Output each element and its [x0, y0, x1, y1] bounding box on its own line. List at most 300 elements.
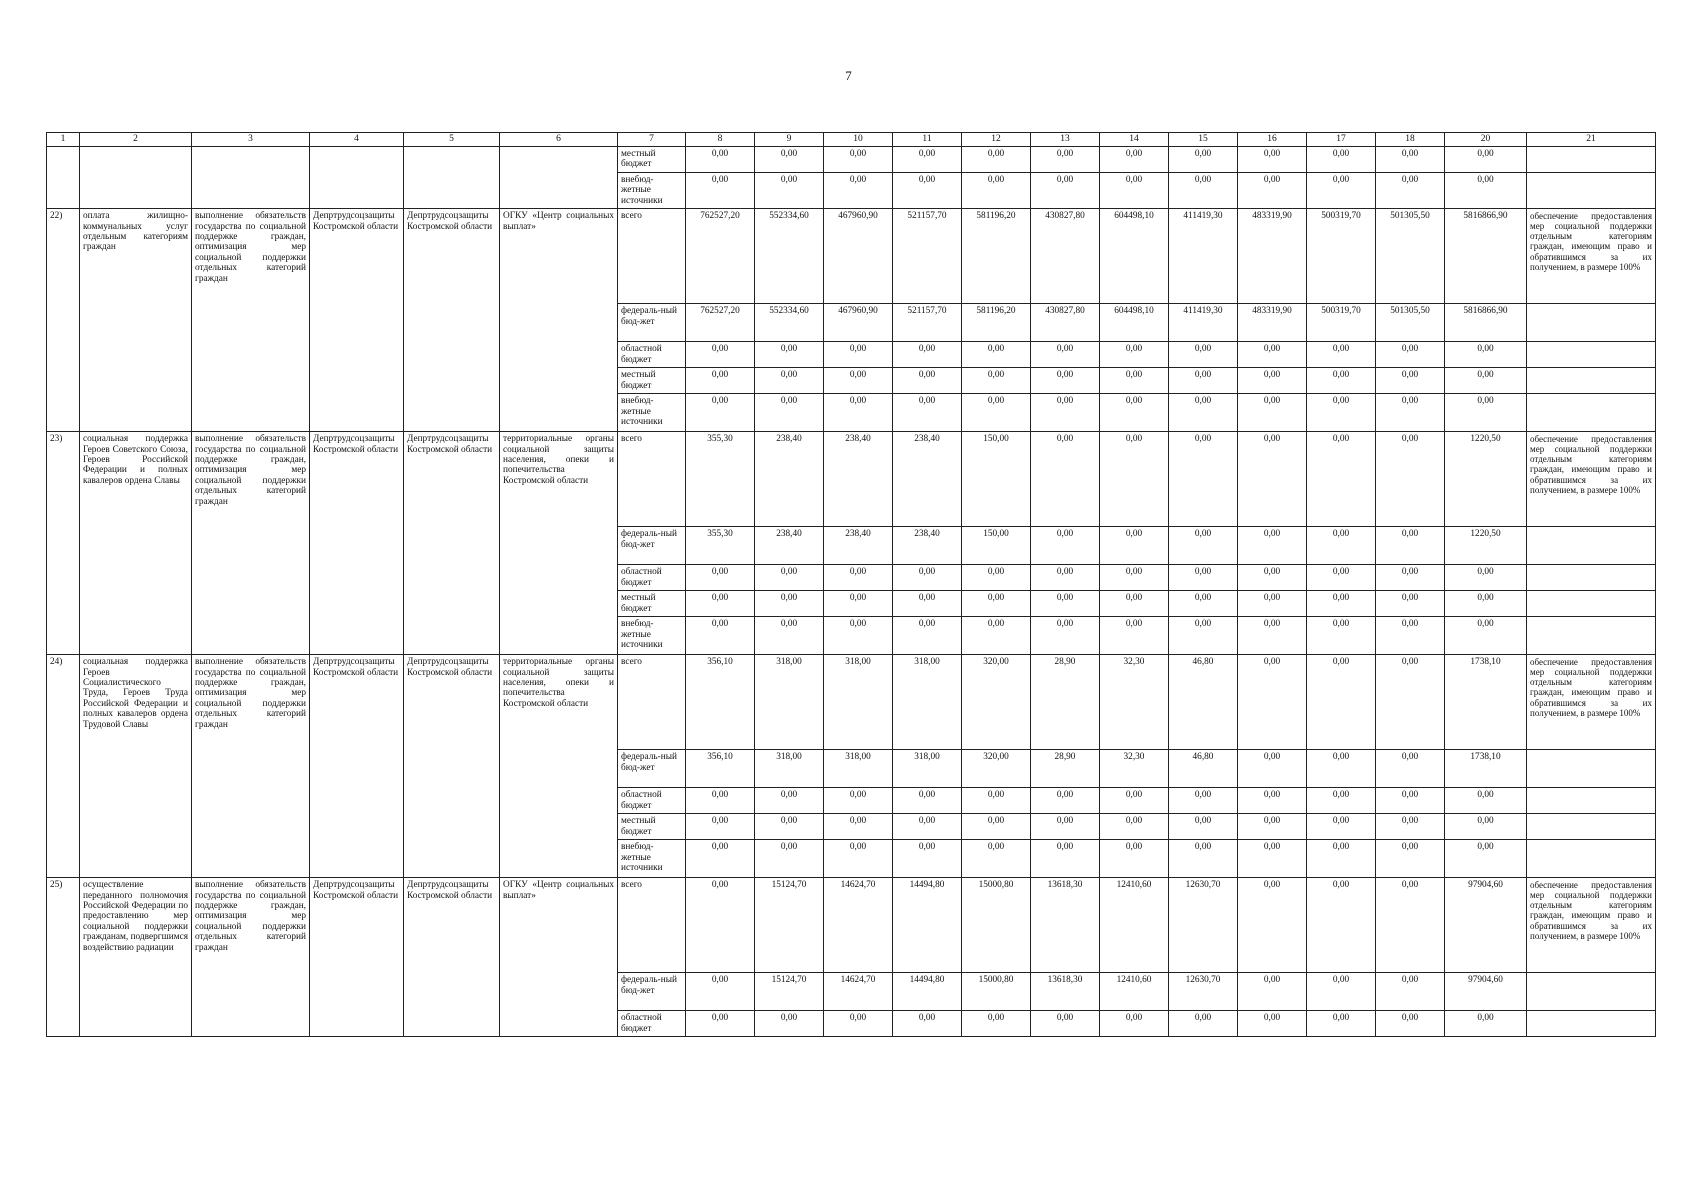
- cell-value: 0,00: [1307, 527, 1376, 565]
- cell-value: 521157,70: [893, 209, 962, 304]
- cell-value: 0,00: [893, 173, 962, 209]
- cell-value: 521157,70: [893, 304, 962, 342]
- cell-value: 0,00: [755, 394, 824, 432]
- cell-result: [1527, 394, 1656, 432]
- cell-funding-type: федераль-ный бюд-жет: [618, 750, 686, 788]
- cell-value: 0,00: [893, 394, 962, 432]
- cell-value: 0,00: [962, 147, 1031, 173]
- cell-value: 0,00: [1169, 788, 1238, 814]
- cell-value: 0,00: [1169, 394, 1238, 432]
- cell-value: 0,00: [1445, 840, 1527, 878]
- column-header: 17: [1307, 133, 1376, 147]
- cell-value: 0,00: [1031, 173, 1100, 209]
- cell-value: 13618,30: [1031, 878, 1100, 973]
- cell-value: 0,00: [686, 814, 755, 840]
- cell-result: [1527, 1011, 1656, 1037]
- cell-value: 15124,70: [755, 878, 824, 973]
- cell-value: 0,00: [962, 814, 1031, 840]
- cell-executor: территориальные органы социальной защиты населения, опеки и попечительства Костромской области: [500, 432, 618, 655]
- cell-result: обеспечение предоставления мер социальной поддержки отдельным категориям граждан, имеющим право и обратившимся за их получением, в размере 100%: [1527, 878, 1656, 973]
- cell-value: 0,00: [1100, 394, 1169, 432]
- cell-result: [1527, 814, 1656, 840]
- cell-value: 0,00: [1376, 788, 1445, 814]
- cell-value: 0,00: [1100, 788, 1169, 814]
- cell-value: 14624,70: [824, 973, 893, 1011]
- cell-funding-type: местный бюджет: [618, 591, 686, 617]
- cell-value: 0,00: [1100, 565, 1169, 591]
- cell-value: 0,00: [1445, 1011, 1527, 1037]
- column-header: 21: [1527, 133, 1656, 147]
- cell-value: 0,00: [824, 565, 893, 591]
- cell-value: 0,00: [1238, 788, 1307, 814]
- cell-result: [1527, 304, 1656, 342]
- cell-num: [47, 147, 80, 209]
- cell-value: 0,00: [1445, 368, 1527, 394]
- cell-value: 0,00: [1100, 147, 1169, 173]
- cell-value: 0,00: [686, 173, 755, 209]
- cell-value: 0,00: [824, 617, 893, 655]
- cell-value: 0,00: [1307, 973, 1376, 1011]
- cell-value: 762527,20: [686, 304, 755, 342]
- cell-value: 150,00: [962, 432, 1031, 527]
- cell-value: 0,00: [1031, 368, 1100, 394]
- cell-value: 0,00: [1376, 878, 1445, 973]
- cell-value: 238,40: [755, 432, 824, 527]
- cell-value: 0,00: [893, 565, 962, 591]
- cell-value: 0,00: [1307, 147, 1376, 173]
- cell-value: 0,00: [1031, 394, 1100, 432]
- cell-administrator: Депртрудсоцзащиты Костромской области: [404, 655, 500, 878]
- cell-value: 0,00: [1445, 591, 1527, 617]
- cell-value: 0,00: [1307, 565, 1376, 591]
- cell-value: 12630,70: [1169, 973, 1238, 1011]
- cell-task: выполнение обязательств государства по социальной поддержке граждан, оптимизация мер социальной поддержки отдельных категорий граждан: [192, 209, 310, 432]
- cell-value: 0,00: [1031, 591, 1100, 617]
- cell-funding-type: местный бюджет: [618, 147, 686, 173]
- cell-value: 13618,30: [1031, 973, 1100, 1011]
- cell-value: 0,00: [755, 814, 824, 840]
- cell-measure: осуществление переданного полномочия Российской Федерации по предоставлению мер социальной поддержки гражданам, подвергшимся воздействию радиации: [80, 878, 192, 1037]
- table-row: [47, 147, 1656, 173]
- cell-value: 0,00: [824, 342, 893, 368]
- cell-value: 0,00: [962, 840, 1031, 878]
- cell-value: 0,00: [962, 788, 1031, 814]
- cell-value: 0,00: [1307, 173, 1376, 209]
- cell-executor: ОГКУ «Центр социальных выплат»: [500, 209, 618, 432]
- column-header: 6: [500, 133, 618, 147]
- column-header: 16: [1238, 133, 1307, 147]
- cell-value: 0,00: [1307, 814, 1376, 840]
- column-header: 10: [824, 133, 893, 147]
- column-header: 14: [1100, 133, 1169, 147]
- cell-value: 0,00: [1031, 814, 1100, 840]
- cell-value: 483319,90: [1238, 209, 1307, 304]
- cell-value: 0,00: [686, 565, 755, 591]
- cell-value: 430827,80: [1031, 209, 1100, 304]
- cell-value: 0,00: [1100, 173, 1169, 209]
- table-row: [47, 878, 1656, 973]
- cell-value: 28,90: [1031, 655, 1100, 750]
- cell-value: 0,00: [893, 147, 962, 173]
- cell-value: 0,00: [1100, 368, 1169, 394]
- column-header: 2: [80, 133, 192, 147]
- cell-value: 0,00: [755, 565, 824, 591]
- cell-value: 500319,70: [1307, 209, 1376, 304]
- cell-executor: [500, 147, 618, 209]
- cell-value: 355,30: [686, 527, 755, 565]
- cell-value: 318,00: [755, 655, 824, 750]
- cell-value: 0,00: [824, 840, 893, 878]
- cell-value: 604498,10: [1100, 304, 1169, 342]
- column-header: 12: [962, 133, 1031, 147]
- cell-result: [1527, 342, 1656, 368]
- cell-value: 1220,50: [1445, 527, 1527, 565]
- cell-value: 0,00: [1307, 432, 1376, 527]
- cell-result: [1527, 368, 1656, 394]
- cell-value: 0,00: [1238, 527, 1307, 565]
- cell-value: 0,00: [1307, 1011, 1376, 1037]
- cell-value: 0,00: [755, 617, 824, 655]
- cell-value: 0,00: [1238, 147, 1307, 173]
- cell-value: 0,00: [1169, 565, 1238, 591]
- cell-value: 320,00: [962, 750, 1031, 788]
- cell-value: 1738,10: [1445, 750, 1527, 788]
- cell-value: 0,00: [824, 147, 893, 173]
- cell-result: [1527, 788, 1656, 814]
- cell-funding-type: федераль-ный бюд-жет: [618, 527, 686, 565]
- cell-value: 581196,20: [962, 304, 1031, 342]
- column-header: 8: [686, 133, 755, 147]
- program-table: [46, 132, 1656, 1037]
- cell-value: 97904,60: [1445, 878, 1527, 973]
- column-header: 5: [404, 133, 500, 147]
- cell-value: 0,00: [824, 1011, 893, 1037]
- cell-value: 32,30: [1100, 655, 1169, 750]
- cell-value: 46,80: [1169, 750, 1238, 788]
- cell-customer: Депртрудсоцзащиты Костромской области: [310, 432, 404, 655]
- cell-value: 0,00: [1376, 617, 1445, 655]
- cell-value: 0,00: [686, 1011, 755, 1037]
- cell-funding-type: всего: [618, 655, 686, 750]
- cell-value: 0,00: [1376, 814, 1445, 840]
- cell-value: 0,00: [1376, 173, 1445, 209]
- cell-value: 0,00: [755, 147, 824, 173]
- cell-value: 0,00: [686, 394, 755, 432]
- cell-value: 150,00: [962, 527, 1031, 565]
- cell-funding-type: местный бюджет: [618, 368, 686, 394]
- cell-value: 467960,90: [824, 209, 893, 304]
- cell-executor: ОГКУ «Центр социальных выплат»: [500, 878, 618, 1037]
- cell-administrator: [404, 147, 500, 209]
- cell-value: 0,00: [1376, 750, 1445, 788]
- cell-value: 12630,70: [1169, 878, 1238, 973]
- cell-value: 0,00: [893, 814, 962, 840]
- cell-value: 1738,10: [1445, 655, 1527, 750]
- cell-value: 0,00: [1031, 527, 1100, 565]
- cell-value: 0,00: [962, 591, 1031, 617]
- cell-value: 0,00: [1169, 368, 1238, 394]
- cell-task: выполнение обязательств государства по социальной поддержке граждан, оптимизация мер социальной поддержки отдельных категорий граждан: [192, 432, 310, 655]
- cell-value: 0,00: [1376, 342, 1445, 368]
- column-header: 1: [47, 133, 80, 147]
- cell-value: 0,00: [962, 617, 1031, 655]
- cell-value: 15124,70: [755, 973, 824, 1011]
- cell-value: 0,00: [1376, 527, 1445, 565]
- cell-value: 0,00: [1376, 432, 1445, 527]
- cell-value: 0,00: [893, 591, 962, 617]
- cell-value: 0,00: [1307, 840, 1376, 878]
- cell-funding-type: федераль-ный бюд-жет: [618, 973, 686, 1011]
- cell-value: 0,00: [1031, 788, 1100, 814]
- cell-value: 0,00: [1307, 788, 1376, 814]
- cell-result: обеспечение предоставления мер социальной поддержки отдельным категориям граждан, имеющим право и обратившимся за их получением, в размере 100%: [1527, 655, 1656, 750]
- cell-customer: [310, 147, 404, 209]
- cell-value: 0,00: [893, 840, 962, 878]
- cell-value: 318,00: [755, 750, 824, 788]
- column-header: 20: [1445, 133, 1527, 147]
- cell-value: 0,00: [893, 788, 962, 814]
- cell-num: 25): [47, 878, 80, 1037]
- table-row: [47, 655, 1656, 750]
- cell-value: 238,40: [824, 527, 893, 565]
- cell-funding-type: областной бюджет: [618, 565, 686, 591]
- cell-value: 501305,50: [1376, 304, 1445, 342]
- cell-value: 0,00: [1169, 591, 1238, 617]
- cell-value: 0,00: [824, 788, 893, 814]
- cell-value: 0,00: [1169, 1011, 1238, 1037]
- cell-value: 0,00: [1238, 814, 1307, 840]
- cell-value: 0,00: [1169, 814, 1238, 840]
- cell-value: 0,00: [1031, 617, 1100, 655]
- cell-value: 318,00: [893, 655, 962, 750]
- cell-result: обеспечение предоставления мер социальной поддержки отдельным категориям граждан, имеющим право и обратившимся за их получением, в размере 100%: [1527, 432, 1656, 527]
- cell-value: 5816866,90: [1445, 209, 1527, 304]
- cell-value: 0,00: [1376, 1011, 1445, 1037]
- cell-value: 14494,80: [893, 878, 962, 973]
- cell-value: 0,00: [686, 368, 755, 394]
- cell-value: 14624,70: [824, 878, 893, 973]
- cell-value: 28,90: [1031, 750, 1100, 788]
- column-header: 7: [618, 133, 686, 147]
- cell-value: 0,00: [824, 368, 893, 394]
- cell-value: 0,00: [1445, 394, 1527, 432]
- column-header: 3: [192, 133, 310, 147]
- cell-value: 0,00: [1169, 527, 1238, 565]
- cell-value: 0,00: [1031, 1011, 1100, 1037]
- cell-value: 604498,10: [1100, 209, 1169, 304]
- cell-value: 97904,60: [1445, 973, 1527, 1011]
- cell-value: 0,00: [1238, 565, 1307, 591]
- cell-value: 46,80: [1169, 655, 1238, 750]
- cell-value: 0,00: [1169, 840, 1238, 878]
- cell-value: 5816866,90: [1445, 304, 1527, 342]
- cell-value: 0,00: [686, 840, 755, 878]
- cell-value: 0,00: [1376, 394, 1445, 432]
- cell-value: 238,40: [755, 527, 824, 565]
- cell-result: [1527, 527, 1656, 565]
- cell-value: 0,00: [1031, 342, 1100, 368]
- cell-value: 0,00: [1031, 565, 1100, 591]
- cell-administrator: Депртрудсоцзащиты Костромской области: [404, 432, 500, 655]
- cell-value: 0,00: [1169, 173, 1238, 209]
- cell-value: 32,30: [1100, 750, 1169, 788]
- cell-customer: Депртрудсоцзащиты Костромской области: [310, 655, 404, 878]
- column-header: 11: [893, 133, 962, 147]
- cell-value: 0,00: [1238, 432, 1307, 527]
- cell-value: 0,00: [1169, 432, 1238, 527]
- cell-value: 0,00: [1238, 1011, 1307, 1037]
- cell-value: 0,00: [1376, 655, 1445, 750]
- cell-value: 318,00: [893, 750, 962, 788]
- cell-value: 0,00: [1100, 814, 1169, 840]
- cell-value: 0,00: [1238, 394, 1307, 432]
- cell-value: 0,00: [1307, 750, 1376, 788]
- cell-value: 0,00: [1376, 565, 1445, 591]
- cell-value: 0,00: [1445, 814, 1527, 840]
- cell-value: 0,00: [1169, 342, 1238, 368]
- cell-value: 0,00: [1307, 342, 1376, 368]
- cell-value: 0,00: [1100, 840, 1169, 878]
- cell-value: 238,40: [824, 432, 893, 527]
- cell-value: 0,00: [1238, 750, 1307, 788]
- cell-value: 0,00: [1169, 147, 1238, 173]
- cell-value: 0,00: [1100, 617, 1169, 655]
- cell-value: 0,00: [1445, 147, 1527, 173]
- cell-value: 1220,50: [1445, 432, 1527, 527]
- cell-value: 0,00: [1445, 565, 1527, 591]
- cell-funding-type: областной бюджет: [618, 788, 686, 814]
- cell-value: 356,10: [686, 750, 755, 788]
- cell-value: 0,00: [1376, 368, 1445, 394]
- cell-funding-type: областной бюджет: [618, 1011, 686, 1037]
- cell-value: 238,40: [893, 432, 962, 527]
- cell-task: выполнение обязательств государства по социальной поддержке граждан, оптимизация мер социальной поддержки отдельных категорий граждан: [192, 655, 310, 878]
- column-header: 18: [1376, 133, 1445, 147]
- cell-value: 0,00: [1238, 973, 1307, 1011]
- cell-value: 0,00: [686, 617, 755, 655]
- cell-task: выполнение обязательств государства по социальной поддержке граждан, оптимизация мер социальной поддержки отдельных категорий граждан: [192, 878, 310, 1037]
- cell-value: 0,00: [755, 1011, 824, 1037]
- cell-value: 0,00: [1307, 655, 1376, 750]
- cell-value: 0,00: [755, 591, 824, 617]
- cell-value: 762527,20: [686, 209, 755, 304]
- cell-measure: [80, 147, 192, 209]
- cell-value: 0,00: [755, 840, 824, 878]
- cell-value: 0,00: [686, 342, 755, 368]
- cell-value: 0,00: [1376, 591, 1445, 617]
- cell-funding-type: всего: [618, 878, 686, 973]
- cell-funding-type: внебюд-жетные источники: [618, 840, 686, 878]
- cell-value: 483319,90: [1238, 304, 1307, 342]
- cell-result: [1527, 173, 1656, 209]
- column-header: 13: [1031, 133, 1100, 147]
- cell-value: 355,30: [686, 432, 755, 527]
- cell-num: 24): [47, 655, 80, 878]
- cell-value: 411419,30: [1169, 209, 1238, 304]
- cell-value: 0,00: [1445, 617, 1527, 655]
- cell-value: 0,00: [962, 368, 1031, 394]
- cell-result: [1527, 565, 1656, 591]
- cell-administrator: Депртрудсоцзащиты Костромской области: [404, 209, 500, 432]
- cell-value: 0,00: [1238, 840, 1307, 878]
- cell-value: 467960,90: [824, 304, 893, 342]
- cell-value: 500319,70: [1307, 304, 1376, 342]
- cell-value: 552334,60: [755, 304, 824, 342]
- cell-result: [1527, 750, 1656, 788]
- cell-value: 0,00: [824, 591, 893, 617]
- cell-value: 0,00: [893, 342, 962, 368]
- cell-value: 0,00: [1238, 368, 1307, 394]
- cell-funding-type: всего: [618, 432, 686, 527]
- cell-value: 0,00: [755, 342, 824, 368]
- cell-value: 238,40: [893, 527, 962, 565]
- cell-value: 0,00: [893, 617, 962, 655]
- cell-value: 0,00: [1307, 394, 1376, 432]
- cell-value: 0,00: [686, 591, 755, 617]
- cell-customer: Депртрудсоцзащиты Костромской области: [310, 878, 404, 1037]
- column-header: 4: [310, 133, 404, 147]
- cell-value: 0,00: [1307, 617, 1376, 655]
- cell-value: 318,00: [824, 655, 893, 750]
- cell-value: 0,00: [1238, 878, 1307, 973]
- cell-result: [1527, 617, 1656, 655]
- cell-result: [1527, 973, 1656, 1011]
- cell-value: 0,00: [1376, 840, 1445, 878]
- cell-value: 0,00: [1031, 432, 1100, 527]
- header-row: [47, 133, 1656, 147]
- cell-value: 430827,80: [1031, 304, 1100, 342]
- cell-value: 0,00: [1238, 173, 1307, 209]
- cell-value: 0,00: [1100, 432, 1169, 527]
- table-row: [47, 209, 1656, 304]
- cell-value: 581196,20: [962, 209, 1031, 304]
- cell-num: 22): [47, 209, 80, 432]
- cell-num: 23): [47, 432, 80, 655]
- cell-value: 411419,30: [1169, 304, 1238, 342]
- cell-funding-type: всего: [618, 209, 686, 304]
- cell-value: 0,00: [962, 173, 1031, 209]
- cell-value: 0,00: [1445, 173, 1527, 209]
- cell-value: 0,00: [755, 788, 824, 814]
- cell-value: 0,00: [686, 973, 755, 1011]
- cell-administrator: Депртрудсоцзащиты Костромской области: [404, 878, 500, 1037]
- cell-value: 0,00: [962, 342, 1031, 368]
- cell-value: 12410,60: [1100, 973, 1169, 1011]
- cell-value: 0,00: [824, 173, 893, 209]
- cell-value: 0,00: [1238, 342, 1307, 368]
- cell-value: 0,00: [1031, 147, 1100, 173]
- column-header: 15: [1169, 133, 1238, 147]
- cell-customer: Депртрудсоцзащиты Костромской области: [310, 209, 404, 432]
- cell-funding-type: внебюд-жетные источники: [618, 173, 686, 209]
- cell-measure: социальная поддержка Героев Советского Союза, Героев Российской Федерации и полных кавалеров ордена Славы: [80, 432, 192, 655]
- cell-value: 0,00: [1100, 527, 1169, 565]
- cell-value: 0,00: [1238, 617, 1307, 655]
- cell-value: 501305,50: [1376, 209, 1445, 304]
- cell-value: 0,00: [1169, 617, 1238, 655]
- cell-value: 0,00: [1100, 591, 1169, 617]
- cell-value: 0,00: [962, 565, 1031, 591]
- cell-executor: территориальные органы социальной защиты населения, опеки и попечительства Костромской области: [500, 655, 618, 878]
- table-row: [47, 432, 1656, 527]
- cell-funding-type: внебюд-жетные источники: [618, 617, 686, 655]
- cell-result: [1527, 147, 1656, 173]
- cell-value: 0,00: [1445, 342, 1527, 368]
- cell-value: 0,00: [1445, 788, 1527, 814]
- cell-value: 0,00: [1376, 973, 1445, 1011]
- cell-value: 0,00: [755, 173, 824, 209]
- cell-value: 0,00: [824, 814, 893, 840]
